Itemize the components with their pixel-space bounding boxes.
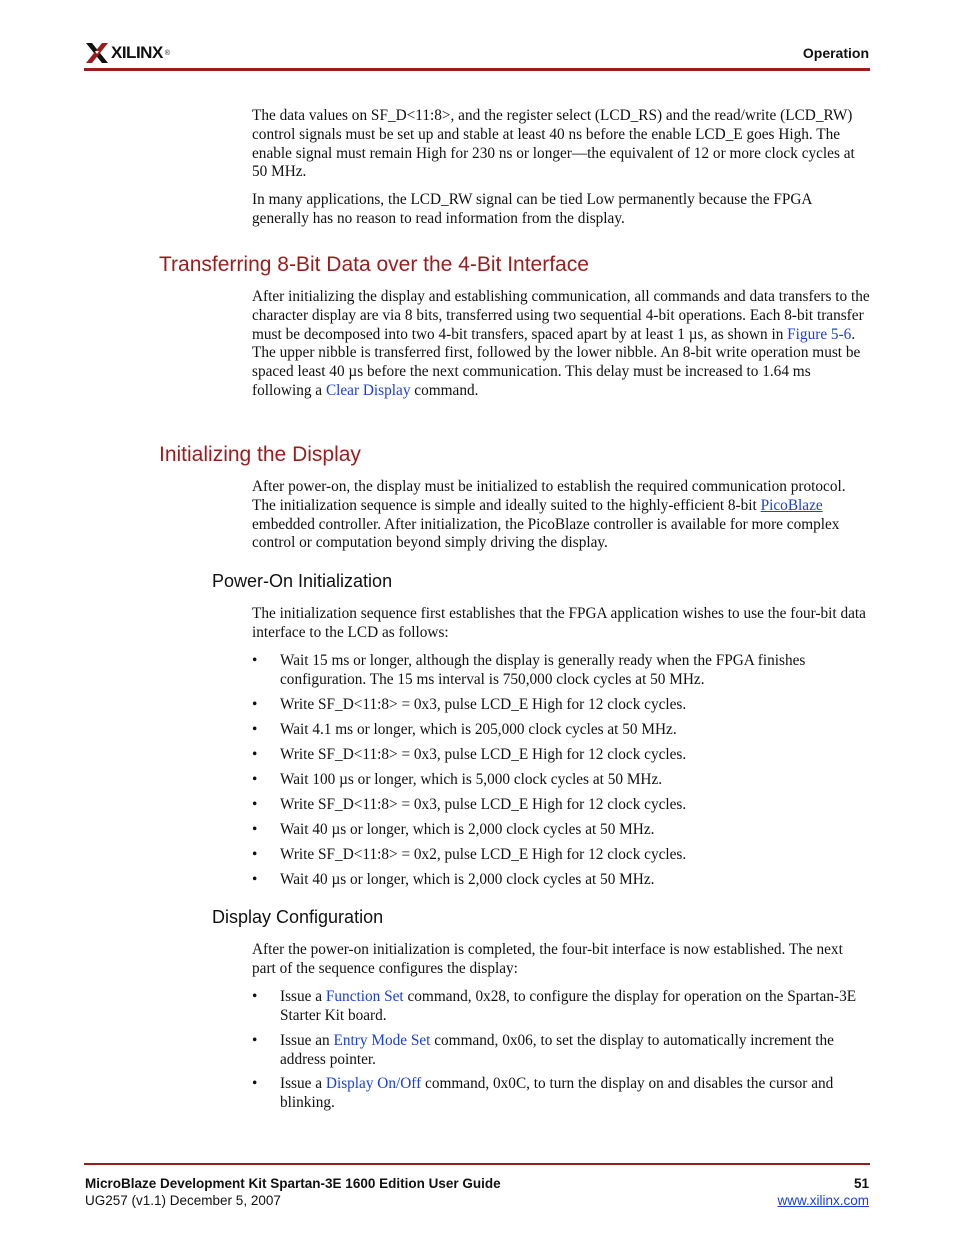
- config-intro: After the power-on initialization is completed, the four-bit interface is now established. The next part of the sequence configures the display:: [252, 941, 843, 977]
- transfer-text-1: After initializing the display and establishing communication, all commands and data transfers to the character display are via 8 bits, transferred using two sequential 4-bit operations. Each 8-bit transfer must be decomposed into two 4-bit transfers, spaced apart by at least 1 µs, as shown in: [252, 288, 870, 343]
- list-item-text: Wait 100 µs or longer, which is 5,000 clock cycles at 50 MHz.: [280, 771, 663, 788]
- clear-display-link[interactable]: Clear Display: [325, 381, 411, 399]
- config-item-pre: Issue a: [280, 988, 326, 1005]
- xilinx-website-link[interactable]: www.xilinx.com: [777, 1193, 869, 1208]
- xilinx-logo: [85, 40, 170, 66]
- xilinx-mark-icon: [85, 42, 109, 64]
- transfer-text-3: command.: [410, 381, 479, 399]
- list-item-text: [280, 1075, 870, 1113]
- intro-paragraph-1: The data values on SF_D<11:8>, and the register select (LCD_RS) and the read/write (LCD_RW) control signals must be set up and stable at least 40 ns before the enable LCD_E goes High. The enable signal must remain High for 230 ns or longer—the equivalent of 12 or more clock cycles at 50 MHz.: [252, 107, 855, 181]
- init-paragraph: [252, 478, 870, 553]
- list-item-text: Wait 40 µs or longer, which is 2,000 clock cycles at 50 MHz.: [280, 871, 655, 888]
- bullet-icon: •: [252, 1032, 258, 1049]
- bullet-icon: •: [252, 988, 258, 1005]
- logo-text: XILINX: [111, 43, 163, 62]
- bullet-icon: •: [252, 846, 258, 863]
- logo-registered-mark: ®: [164, 49, 170, 57]
- list-item-text: Wait 4.1 ms or longer, which is 205,000 clock cycles at 50 MHz.: [280, 721, 677, 738]
- display-on-off-link[interactable]: Display On/Off: [325, 1075, 422, 1092]
- list-item-text: Write SF_D<11:8> = 0x2, pulse LCD_E High for 12 clock cycles.: [280, 846, 687, 863]
- poweron-heading: Power-On Initialization: [212, 571, 393, 591]
- config-item-pre: Issue a: [280, 1075, 326, 1092]
- bullet-icon: •: [252, 746, 258, 763]
- list-item-text: Write SF_D<11:8> = 0x3, pulse LCD_E High for 12 clock cycles.: [280, 696, 687, 713]
- config-heading: Display Configuration: [212, 907, 384, 927]
- bullet-icon: •: [252, 696, 258, 713]
- list-item-text: Wait 15 ms or longer, although the display is generally ready when the FPGA finishes configuration. The 15 ms interval is 750,000 clock cycles at 50 MHz.: [280, 652, 806, 688]
- bullet-icon: •: [252, 796, 258, 813]
- list-item-text: Wait 40 µs or longer, which is 2,000 clock cycles at 50 MHz.: [280, 821, 655, 838]
- init-heading: Initializing the Display: [159, 443, 361, 466]
- list-item-text: Write SF_D<11:8> = 0x3, pulse LCD_E High for 12 clock cycles.: [280, 796, 687, 813]
- init-text-1: After power-on, the display must be initialized to establish the required communication protocol. The initialization sequence is simple and ideally suited to the highly-efficient 8-bit: [252, 478, 846, 514]
- bullet-icon: •: [252, 871, 258, 888]
- bullet-icon: •: [252, 721, 258, 738]
- list-item-text: [280, 988, 870, 1026]
- picoblaze-link[interactable]: PicoBlaze: [760, 496, 823, 514]
- footer-rule: [84, 1163, 870, 1165]
- config-item-post: command, 0x28, to configure the display for operation on the Spartan-3E Starter Kit board.: [280, 988, 857, 1024]
- bullet-icon: •: [252, 652, 258, 669]
- transfer-paragraph: [252, 288, 870, 401]
- footer-doc-title: MicroBlaze Development Kit Spartan-3E 1600 Edition User Guide: [85, 1176, 501, 1191]
- transfer-heading: Transferring 8-Bit Data over the 4-Bit Interface: [159, 253, 589, 276]
- function-set-link[interactable]: Function Set: [325, 988, 404, 1005]
- config-item-pre: Issue an: [280, 1032, 334, 1049]
- figure-5-6-link[interactable]: Figure 5-6: [787, 325, 852, 343]
- config-item-post: command, 0x0C, to turn the display on and disables the cursor and blinking.: [280, 1075, 834, 1111]
- bullet-icon: •: [252, 771, 258, 788]
- poweron-intro: The initialization sequence first establishes that the FPGA application wishes to use the four-bit data interface to the LCD as follows:: [252, 605, 866, 641]
- list-item-text: [280, 1032, 870, 1070]
- header-rule: [84, 68, 870, 71]
- list-item-text: Write SF_D<11:8> = 0x3, pulse LCD_E High for 12 clock cycles.: [280, 746, 687, 763]
- entry-mode-set-link[interactable]: Entry Mode Set: [333, 1032, 431, 1049]
- bullet-icon: •: [252, 821, 258, 838]
- init-text-2: embedded controller. After initialization, the PicoBlaze controller is available for more complex control or computation beyond simply driving the display.: [252, 515, 840, 552]
- section-title: Operation: [802, 45, 869, 61]
- bullet-icon: •: [252, 1075, 258, 1092]
- footer-doc-id: UG257 (v1.1) December 5, 2007: [85, 1193, 281, 1208]
- config-item-post: command, 0x06, to set the display to automatically increment the address pointer.: [280, 1032, 834, 1068]
- intro-paragraph-2: In many applications, the LCD_RW signal can be tied Low permanently because the FPGA generally has no reason to read information from the display.: [252, 191, 812, 227]
- page-number: 51: [853, 1176, 869, 1191]
- transfer-text-2: . The upper nibble is transferred first, followed by the lower nibble. An 8-bit write operation must be spaced least 40 µs before the next communication. This delay must be increased to 1.64 ms following a: [252, 325, 861, 399]
